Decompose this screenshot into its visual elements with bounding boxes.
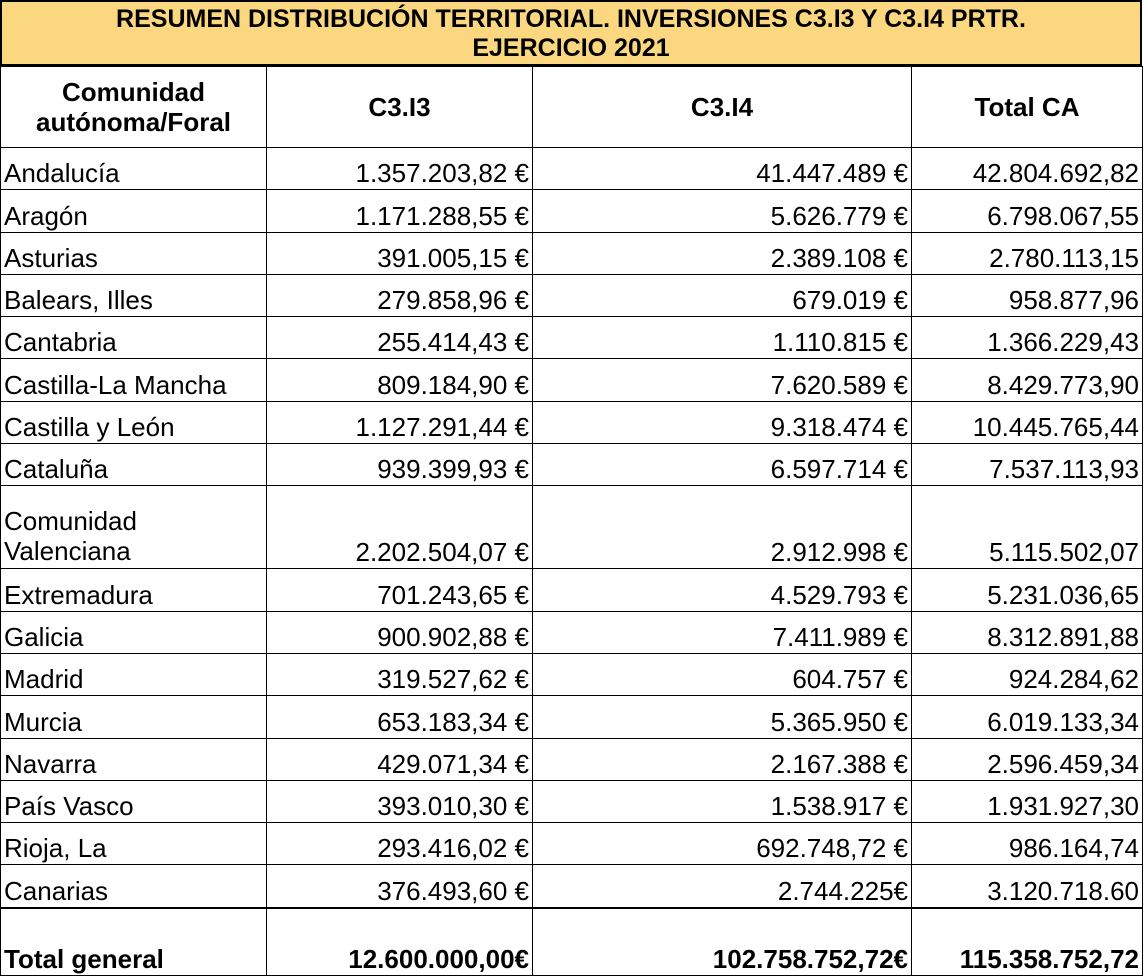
cell-c3i4[interactable]: 604.757 € — [533, 653, 912, 695]
table-row — [1, 865, 1143, 908]
cell-total-ca[interactable]: 8.312.891,88 — [912, 611, 1143, 653]
cell-c3i3[interactable]: 279.858,96 € — [267, 274, 533, 316]
cell-c3i4[interactable]: 7.620.589 € — [533, 359, 912, 401]
cell-c3i3[interactable]: 1.127.291,44 € — [267, 401, 533, 443]
cell-comunidad[interactable]: Balears, Illes — [1, 274, 267, 316]
cell-c3i3[interactable]: 255.414,43 € — [267, 317, 533, 359]
cell-comunidad[interactable]: Navarra — [1, 738, 267, 780]
table-row — [1, 274, 1143, 316]
table-row — [1, 190, 1143, 232]
cell-c3i3[interactable]: 1.171.288,55 € — [267, 190, 533, 232]
cell-comunidad[interactable]: Extremadura — [1, 569, 267, 611]
cell-c3i3[interactable]: 939.399,93 € — [267, 444, 533, 486]
cell-total-ca[interactable]: 1.931.927,30 — [912, 780, 1143, 822]
header-c3i3[interactable]: C3.I3 — [267, 67, 533, 148]
table-row — [1, 823, 1143, 865]
table-row — [1, 148, 1143, 190]
table-row — [1, 738, 1143, 780]
cell-comunidad[interactable]: Murcia — [1, 696, 267, 738]
table-row — [1, 401, 1143, 443]
cell-c3i4[interactable]: 7.411.989 € — [533, 611, 912, 653]
cell-c3i4[interactable]: 5.365.950 € — [533, 696, 912, 738]
cell-total-ca[interactable]: 3.120.718.60 — [912, 865, 1143, 908]
header-comunidad[interactable]: Comunidad autónoma/Foral — [1, 67, 267, 148]
total-row — [1, 908, 1143, 976]
cell-c3i3[interactable]: 900.902,88 € — [267, 611, 533, 653]
cell-total-ca[interactable]: 924.284,62 — [912, 653, 1143, 695]
title-line-2: EJERCICIO 2021 — [472, 34, 670, 62]
cell-total-ca[interactable]: 5.115.502,07 — [912, 486, 1143, 569]
cell-c3i4[interactable]: 6.597.714 € — [533, 444, 912, 486]
table-row — [1, 780, 1143, 822]
cell-c3i4[interactable]: 1.110.815 € — [533, 317, 912, 359]
cell-c3i3[interactable]: 393.010,30 € — [267, 780, 533, 822]
cell-comunidad[interactable]: Andalucía — [1, 148, 267, 190]
cell-total-ca[interactable]: 8.429.773,90 — [912, 359, 1143, 401]
cell-c3i3[interactable]: 2.202.504,07 € — [267, 486, 533, 569]
cell-total-ca[interactable]: 42.804.692,82 — [912, 148, 1143, 190]
cell-c3i4[interactable]: 2.744.225€ — [533, 865, 912, 908]
cell-comunidad[interactable]: Castilla y León — [1, 401, 267, 443]
cell-total-ca[interactable]: 5.231.036,65 — [912, 569, 1143, 611]
total-c3i3[interactable]: 12.600.000,00€ — [267, 908, 533, 976]
table-row — [1, 444, 1143, 486]
cell-total-ca[interactable]: 958.877,96 — [912, 274, 1143, 316]
cell-comunidad[interactable]: Aragón — [1, 190, 267, 232]
cell-c3i3[interactable]: 319.527,62 € — [267, 653, 533, 695]
cell-c3i4[interactable]: 4.529.793 € — [533, 569, 912, 611]
cell-c3i4[interactable]: 41.447.489 € — [533, 148, 912, 190]
distribution-table — [0, 66, 1143, 976]
cell-total-ca[interactable]: 6.798.067,55 — [912, 190, 1143, 232]
cell-c3i4[interactable]: 2.912.998 € — [533, 486, 912, 569]
table-row — [1, 232, 1143, 274]
cell-comunidad[interactable]: País Vasco — [1, 780, 267, 822]
cell-c3i4[interactable]: 679.019 € — [533, 274, 912, 316]
cell-comunidad[interactable]: Asturias — [1, 232, 267, 274]
cell-total-ca[interactable]: 986.164,74 — [912, 823, 1143, 865]
cell-c3i3[interactable]: 429.071,34 € — [267, 738, 533, 780]
cell-total-ca[interactable]: 7.537.113,93 — [912, 444, 1143, 486]
cell-total-ca[interactable]: 2.780.113,15 — [912, 232, 1143, 274]
cell-total-ca[interactable]: 2.596.459,34 — [912, 738, 1143, 780]
cell-total-ca[interactable]: 1.366.229,43 — [912, 317, 1143, 359]
table-row — [1, 359, 1143, 401]
table-row — [1, 486, 1143, 569]
cell-c3i3[interactable]: 1.357.203,82 € — [267, 148, 533, 190]
total-c3i4[interactable]: 102.758.752,72€ — [533, 908, 912, 976]
header-c3i4[interactable]: C3.I4 — [533, 67, 912, 148]
cell-comunidad[interactable]: Madrid — [1, 653, 267, 695]
table-row — [1, 696, 1143, 738]
cell-comunidad[interactable]: Cantabria — [1, 317, 267, 359]
cell-c3i4[interactable]: 5.626.779 € — [533, 190, 912, 232]
title-line-1: RESUMEN DISTRIBUCIÓN TERRITORIAL. INVERSIONES C3.I3 Y C3.I4 PRTR. — [116, 5, 1026, 33]
cell-c3i4[interactable]: 1.538.917 € — [533, 780, 912, 822]
cell-comunidad[interactable]: Galicia — [1, 611, 267, 653]
table-row — [1, 611, 1143, 653]
cell-c3i4[interactable]: 2.389.108 € — [533, 232, 912, 274]
table-row — [1, 569, 1143, 611]
cell-comunidad[interactable]: Cataluña — [1, 444, 267, 486]
cell-c3i4[interactable]: 9.318.474 € — [533, 401, 912, 443]
total-label[interactable]: Total general — [1, 908, 267, 976]
cell-c3i3[interactable]: 809.184,90 € — [267, 359, 533, 401]
table-row — [1, 317, 1143, 359]
cell-comunidad[interactable]: Castilla-La Mancha — [1, 359, 267, 401]
cell-comunidad[interactable]: Canarias — [1, 865, 267, 908]
cell-comunidad[interactable]: Comunidad Valenciana — [1, 486, 267, 569]
cell-total-ca[interactable]: 6.019.133,34 — [912, 696, 1143, 738]
header-total-ca[interactable]: Total CA — [912, 67, 1143, 148]
cell-c3i3[interactable]: 376.493,60 € — [267, 865, 533, 908]
cell-comunidad[interactable]: Rioja, La — [1, 823, 267, 865]
cell-c3i4[interactable]: 2.167.388 € — [533, 738, 912, 780]
cell-c3i3[interactable]: 293.416,02 € — [267, 823, 533, 865]
cell-c3i3[interactable]: 391.005,15 € — [267, 232, 533, 274]
cell-c3i3[interactable]: 701.243,65 € — [267, 569, 533, 611]
table-title — [0, 0, 1142, 66]
header-row — [1, 67, 1143, 148]
table-row — [1, 653, 1143, 695]
cell-total-ca[interactable]: 10.445.765,44 — [912, 401, 1143, 443]
cell-c3i4[interactable]: 692.748,72 € — [533, 823, 912, 865]
total-ca[interactable]: 115.358.752,72 — [912, 908, 1143, 976]
cell-c3i3[interactable]: 653.183,34 € — [267, 696, 533, 738]
